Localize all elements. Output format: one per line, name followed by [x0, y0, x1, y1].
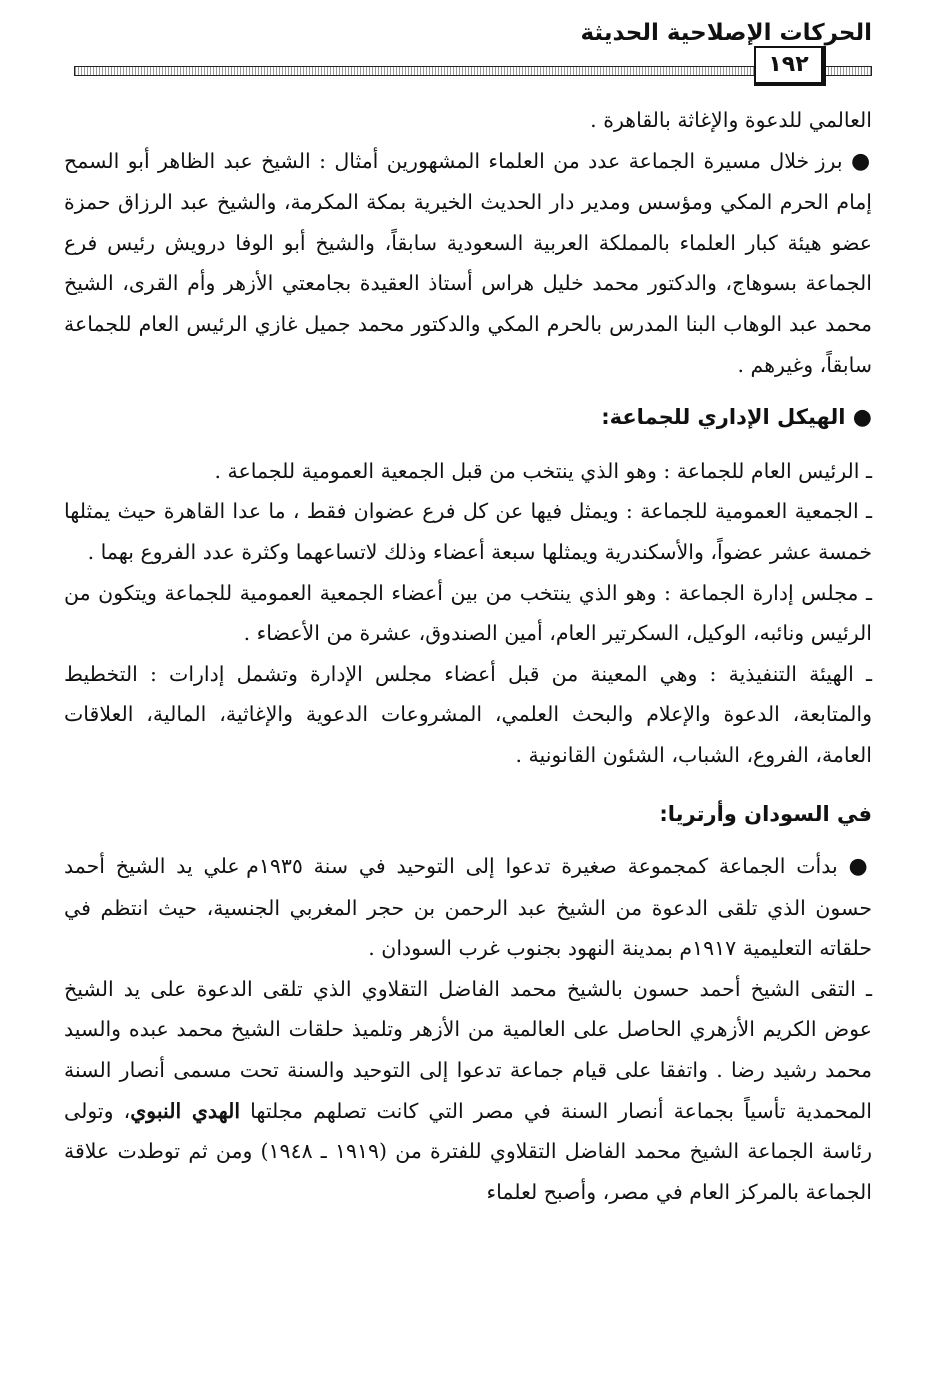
paragraph-sudan-founding — [64, 969, 872, 1213]
page-body — [64, 100, 872, 1212]
paragraph-scholars — [64, 141, 872, 386]
paragraph-continuation: العالمي للدعوة والإغاثة بالقاهرة . — [590, 108, 872, 132]
paragraph-sudan-beginnings-text: بدأت الجماعة كمجموعة صغيرة تدعوا إلى التوحيد في سنة ١٩٣٥م علي يد الشيخ أحمد حسون الذي تلقى الدعوة من الشيخ عبد الرحمن بن حجر المغربي الجنسية، حيث انتظم في حلقاته التعليمية ١٩١٧م بمدينة النهود بجنوب غرب السودان . — [64, 854, 872, 961]
paragraph-general-assembly: ـ الجمعية العمومية للجماعة : ويمثل فيها عن كل فرع عضوان فقط ، ما عدا القاهرة حيث يمثلها خمسة عشر عضواً، والأسكندرية ويمثلها سبعة أعضاء وذلك لاتساعهما وكثرة عدد الفروع بهما . — [64, 499, 872, 564]
running-title: الحركات الإصلاحية الحديثة — [580, 20, 872, 46]
header-rule-left — [74, 66, 762, 76]
bullet-icon: ● — [848, 854, 872, 880]
section-heading-admin-structure — [64, 397, 872, 439]
paragraph-general-president: ـ الرئيس العام للجماعة : وهو الذي ينتخب من قبل الجمعية العمومية للجماعة . — [214, 458, 872, 483]
paragraph-board-of-directors: ـ مجلس إدارة الجماعة : وهو الذي ينتخب من بين أعضاء الجمعية العمومية للجماعة ويتكون من الرئيس ونائبه، الوكيل، السكرتير العام، أمين الصندوق، عشرة من الأعضاء . — [64, 580, 872, 646]
paragraph-sudan-beginnings — [64, 846, 872, 969]
paragraph-sudan-founding-text-b: ، وتولى رئاسة الجماعة الشيخ محمد الفاضل التقلاوي للفترة من (١٩١٩ ـ ١٩٤٨) ومن ثم توطدت علاقة الجماعة بالمركز العام في مصر، وأصبح لعلماء — [64, 1098, 872, 1204]
magazine-title: الهدي النبوي — [130, 1098, 241, 1123]
paragraph-executive-body: ـ الهيئة التنفيذية : وهي المعينة من قبل أعضاء مجلس الإدارة وتشمل إدارات : التخطيط والمتابعة، الدعوة والإعلام والبحث العلمي، المشروعات الدعوية والإغاثية، المالية، العلاقات العامة، الفروع، الشباب، الشئون القانونية . — [64, 661, 872, 767]
bullet-icon: ● — [852, 405, 872, 431]
bullet-icon: ● — [850, 148, 872, 174]
section-heading-admin-structure-text: الهيكل الإداري للجماعة: — [601, 405, 846, 430]
paragraph-scholars-text: برز خلال مسيرة الجماعة عدد من العلماء المشهورين أمثال : الشيخ عبد الظاهر أبو السمح إمام الحرم المكي ومؤسس ومدير دار الحديث الخيرية بمكة المكرمة، والشيخ عبد الرزاق حمزة عضو هيئة كبار العلماء بالمملكة العربية السعودية سابقاً، والشيخ أبو الوفا درويش رئيس فرع الجماعة بسوهاج، والدكتور محمد خليل هراس أستاذ العقيدة بجامعتي الأزهر وأم القرى، الشيخ محمد عبد الوهاب البنا المدرس بالحرم المكي والدكتور محمد جميل غازي الرئيس العام للجماعة سابقاً، وغيرهم . — [64, 148, 872, 377]
page-header — [66, 14, 872, 84]
section-heading-sudan-eritrea: في السودان وأرتريا: — [659, 801, 872, 826]
page-number: ١٩٢ — [754, 46, 826, 86]
header-rule-right — [824, 66, 872, 76]
paragraph-sudan-founding-text-a: ـ التقى الشيخ أحمد حسون بالشيخ محمد الفاضل التقلاوي الذي تلقى الدعوة على يد الشيخ عوض الكريم الأزهري الحاصل على العالمية من الأزهر وتلميذ حلقات الشيخ محمد عبده والسيد محمد رشيد رضا . واتفقا على قيام جماعة تدعوا إلى التوحيد والسنة تحت مسمى أنصار السنة المحمدية تأسياً بجماعة أنصار السنة في مصر التي كانت تصلهم مجلتها — [64, 976, 872, 1123]
